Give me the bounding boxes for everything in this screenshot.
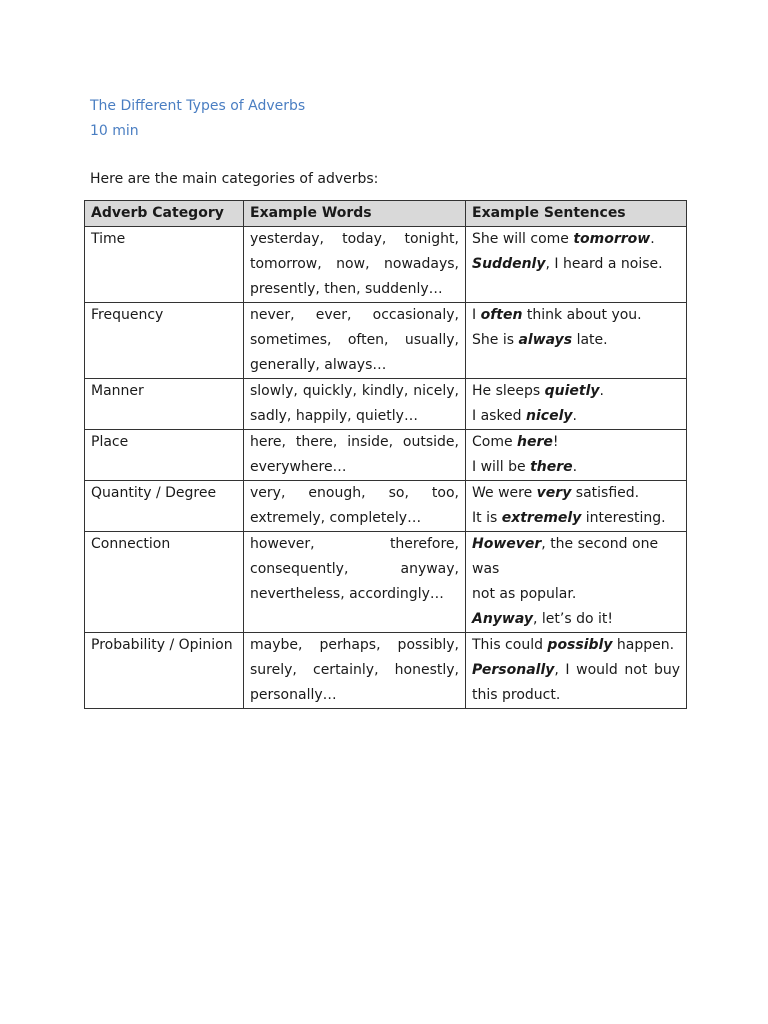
- adverb-highlight: nicely: [526, 408, 573, 424]
- example-sentence-line: She is always late.: [472, 332, 608, 348]
- example-words-line: tomorrow, now, nowadays,: [250, 256, 459, 272]
- example-sentence-line: Anyway, let’s do it!: [472, 611, 613, 627]
- example-words-cell: [244, 430, 466, 481]
- example-words-line: maybe, perhaps, possibly,: [250, 637, 459, 653]
- header-words: Example Words: [244, 201, 466, 227]
- example-words-line: surely, certainly, honestly,: [250, 662, 459, 678]
- example-words-line: never, ever, occasionaly,: [250, 307, 459, 323]
- example-words-line: here, there, inside, outside,: [250, 434, 459, 450]
- category-cell: Time: [85, 227, 244, 303]
- example-words-line: extremely, completely…: [250, 510, 422, 526]
- example-words-cell: [244, 227, 466, 303]
- example-sentences-cell: [466, 303, 687, 379]
- table-body: [85, 227, 687, 709]
- category-cell: Place: [85, 430, 244, 481]
- adverb-highlight: there: [530, 459, 573, 475]
- example-words-line: personally…: [250, 687, 337, 703]
- example-sentence-line: this product.: [472, 687, 561, 703]
- example-sentence-line: This could possibly happen.: [472, 637, 675, 653]
- example-words-line: consequently, anyway,: [250, 561, 459, 577]
- table-row: [85, 303, 687, 379]
- example-sentence-line: I asked nicely.: [472, 408, 577, 424]
- example-sentences-cell: [466, 481, 687, 532]
- example-words-cell: [244, 379, 466, 430]
- example-sentences-cell: [466, 379, 687, 430]
- example-sentence-line: She will come tomorrow.: [472, 231, 655, 247]
- example-words-line: nevertheless, accordingly…: [250, 586, 444, 602]
- adverb-highlight: However: [472, 536, 542, 552]
- example-words-cell: [244, 481, 466, 532]
- adverb-highlight: always: [518, 332, 573, 348]
- example-words-line: very, enough, so, too,: [250, 485, 459, 501]
- table-row: [85, 430, 687, 481]
- adverb-highlight: Anyway: [472, 611, 534, 627]
- example-sentences-cell: [466, 430, 687, 481]
- category-cell: Probability / Opinion: [85, 633, 244, 709]
- adverb-highlight: tomorrow: [573, 231, 651, 247]
- table-row: [85, 379, 687, 430]
- example-words-line: presently, then, suddenly…: [250, 281, 443, 297]
- adverb-highlight: Suddenly: [472, 256, 546, 272]
- table-header-row: [85, 201, 687, 227]
- adverb-highlight: quietly: [544, 383, 600, 399]
- example-words-line: however, therefore,: [250, 536, 459, 552]
- category-cell: Quantity / Degree: [85, 481, 244, 532]
- example-words-line: generally, always…: [250, 357, 387, 373]
- example-words-cell: [244, 303, 466, 379]
- adverb-highlight: extremely: [501, 510, 582, 526]
- category-cell: Connection: [85, 532, 244, 633]
- example-words-line: slowly, quickly, kindly, nicely,: [250, 383, 459, 399]
- example-sentence-line: I often think about you.: [472, 307, 642, 323]
- example-sentence-line: However, the second one was: [472, 536, 659, 577]
- heading-block: [90, 94, 305, 144]
- example-sentence-line: We were very satisfied.: [472, 485, 640, 501]
- header-sentences: Example Sentences: [466, 201, 687, 227]
- adverb-table: [84, 200, 687, 709]
- header-category: Adverb Category: [85, 201, 244, 227]
- example-sentence-line: not as popular.: [472, 586, 577, 602]
- page-title: The Different Types of Adverbs: [90, 98, 306, 114]
- example-words-line: sadly, happily, quietly…: [250, 408, 418, 424]
- example-words-cell: [244, 633, 466, 709]
- example-words-line: yesterday, today, tonight,: [250, 231, 459, 247]
- adverb-highlight: Personally: [472, 662, 555, 678]
- example-words-line: sometimes, often, usually,: [250, 332, 459, 348]
- category-cell: Manner: [85, 379, 244, 430]
- category-cell: Frequency: [85, 303, 244, 379]
- table-row: [85, 633, 687, 709]
- example-sentence-line: Suddenly, I heard a noise.: [472, 256, 663, 272]
- adverb-highlight: very: [536, 485, 572, 501]
- example-sentence-line: He sleeps quietly.: [472, 383, 604, 399]
- intro-text: Here are the main categories of adverbs:: [90, 171, 379, 187]
- duration-label: 10 min: [90, 123, 139, 139]
- example-sentence-line: Come here!: [472, 434, 559, 450]
- example-sentences-cell: [466, 633, 687, 709]
- adverb-highlight: possibly: [547, 637, 613, 653]
- example-sentences-cell: [466, 227, 687, 303]
- table-row: [85, 227, 687, 303]
- example-sentence-line: I will be there.: [472, 459, 578, 475]
- adverb-highlight: often: [480, 307, 523, 323]
- example-sentence-line: Personally, I would not buy: [472, 662, 680, 678]
- example-sentences-cell: [466, 532, 687, 633]
- example-words-line: everywhere…: [250, 459, 347, 475]
- example-sentence-line: It is extremely interesting.: [472, 510, 666, 526]
- table-row: [85, 481, 687, 532]
- adverb-highlight: here: [517, 434, 553, 450]
- example-words-cell: [244, 532, 466, 633]
- table-row: [85, 532, 687, 633]
